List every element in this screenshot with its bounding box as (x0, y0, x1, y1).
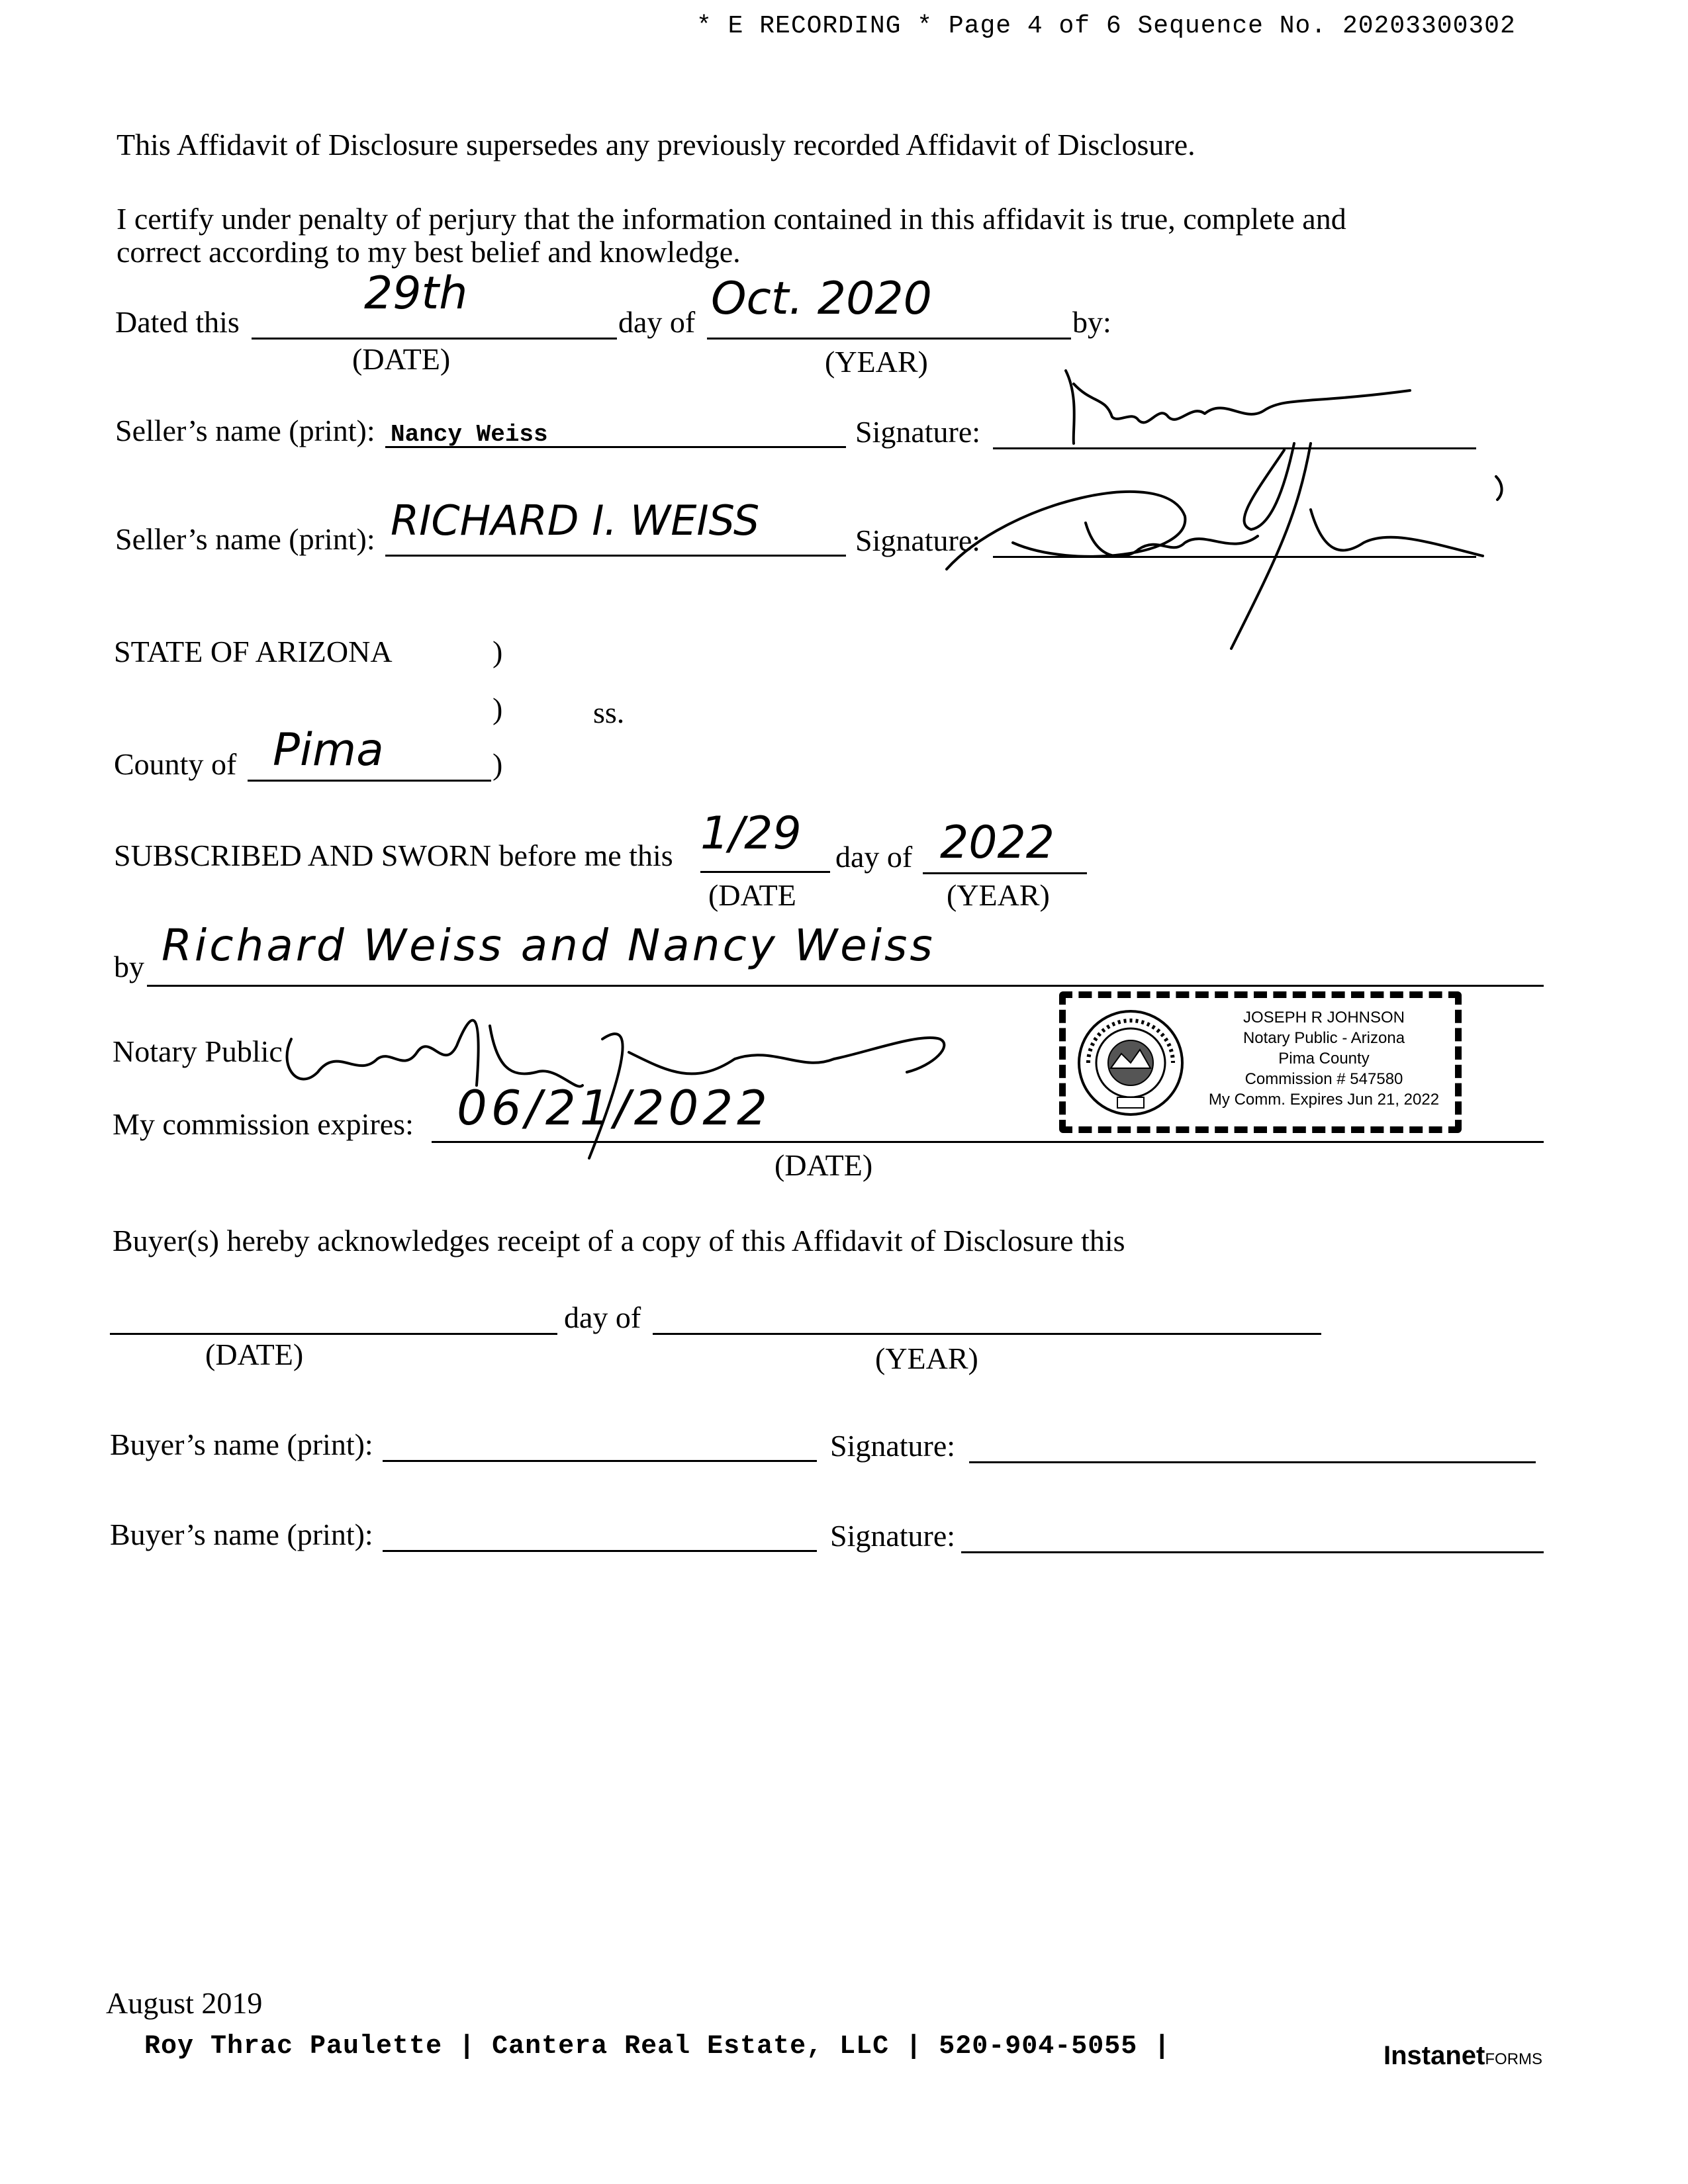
sworn-label: SUBSCRIBED AND SWORN before me this (114, 839, 673, 872)
buyer-2-name-label: Buyer’s name (print): (110, 1518, 373, 1551)
buyer-1-name-label: Buyer’s name (print): (110, 1428, 373, 1461)
commission-value: 06/21/2022 (457, 1080, 771, 1136)
state-label: STATE OF ARIZONA (114, 635, 393, 668)
buyer-ack-year-caption: (YEAR) (875, 1342, 978, 1375)
dated-label: Dated this (115, 305, 240, 339)
seller-1-signature-label: Signature: (855, 415, 981, 449)
seal-expiration: My Comm. Expires Jun 21, 2022 (1208, 1091, 1440, 1109)
commission-label: My commission expires: (113, 1107, 414, 1141)
dated-year-value: Oct. 2020 (711, 273, 932, 325)
venue-paren-2: ) (492, 692, 503, 725)
commission-line (432, 1141, 1544, 1143)
buyer-ack-year-line (653, 1333, 1321, 1335)
sworn-date-caption: (DATE (708, 878, 796, 912)
dated-by-label: by: (1072, 305, 1111, 339)
seal-county: Pima County (1278, 1050, 1370, 1068)
seller-2-signature-label: Signature: (855, 523, 981, 557)
instanet-forms-logo (1383, 2041, 1542, 2071)
buyer-2-name-line (383, 1550, 817, 1552)
seller-2-name-line (385, 555, 846, 557)
seller-2-name-label: Seller’s name (print): (115, 522, 375, 556)
buyer-ack-date-caption: (DATE) (205, 1338, 304, 1371)
sworn-date-line (700, 871, 830, 873)
dated-year-caption: (YEAR) (825, 345, 928, 379)
buyer-ack-date-line (110, 1333, 557, 1335)
seller-1-name-value: Nancy Weiss (391, 421, 548, 448)
sworn-date-value: 1/29 (700, 807, 802, 860)
buyer-2-signature-label: Signature: (830, 1519, 956, 1553)
sworn-by-value: Richard Weiss and Nancy Weiss (162, 920, 935, 971)
sworn-year-line (923, 872, 1087, 874)
seal-notary-name: JOSEPH R JOHNSON (1243, 1009, 1405, 1026)
arizona-state-seal-icon (1075, 1007, 1186, 1118)
venue-paren-1: ) (492, 635, 503, 668)
seller-2-name-value: RICHARD I. WEISS (391, 496, 760, 545)
sworn-year-value: 2022 (940, 817, 1055, 869)
dated-date-caption: (DATE) (352, 342, 451, 376)
seal-notary-title: Notary Public - Arizona (1243, 1029, 1405, 1047)
county-label: County of (114, 747, 237, 781)
seal-commission-number: Commission # 547580 (1244, 1070, 1403, 1088)
recording-header: * E RECORDING * Page 4 of 6 Sequence No. 20203300302 (696, 12, 1516, 40)
dated-date-line (252, 338, 617, 340)
sworn-by-label: by (114, 950, 144, 983)
buyer-ack-day-of-label: day of (564, 1300, 641, 1334)
buyer-1-name-line (383, 1460, 817, 1462)
buyer-2-signature-line (961, 1551, 1544, 1553)
county-value: Pima (273, 724, 384, 776)
buyer-1-signature-line (969, 1461, 1536, 1463)
ss-label: ss. (593, 696, 625, 729)
sworn-year-caption: (YEAR) (947, 878, 1050, 912)
certify-statement-line1: I certify under penalty of perjury that the information contained in this affidavit is true, complete and (117, 202, 1346, 236)
buyer-ack-statement: Buyer(s) hereby acknowledges receipt of a copy of this Affidavit of Disclosure this (113, 1224, 1125, 1257)
footer-contact-info: Roy Thrac Paulette | Cantera Real Estate, LLC | 520-904-5055 | (144, 2032, 1171, 2062)
certify-statement-line2: correct according to my best belief and knowledge. (117, 235, 741, 269)
dated-date-value: 29th (364, 267, 468, 320)
dated-year-line (707, 338, 1071, 340)
supersedes-statement: This Affidavit of Disclosure supersedes any previously recorded Affidavit of Disclosure. (117, 128, 1196, 161)
brand-name: Instanet (1383, 2041, 1485, 2070)
seller-signatures-image (1033, 357, 1496, 662)
seller-1-name-label: Seller’s name (print): (115, 414, 375, 447)
sworn-day-of-label: day of (835, 840, 913, 874)
county-line (248, 780, 491, 782)
form-revision-date: August 2019 (106, 1986, 263, 2020)
notary-seal (1059, 991, 1462, 1133)
notary-public-label: Notary Public (113, 1034, 283, 1068)
buyer-1-signature-label: Signature: (830, 1429, 956, 1463)
dated-day-of-label: day of (618, 305, 696, 339)
brand-suffix: FORMS (1485, 2050, 1543, 2068)
commission-date-caption: (DATE) (774, 1148, 873, 1182)
venue-paren-3: ) (492, 747, 503, 781)
